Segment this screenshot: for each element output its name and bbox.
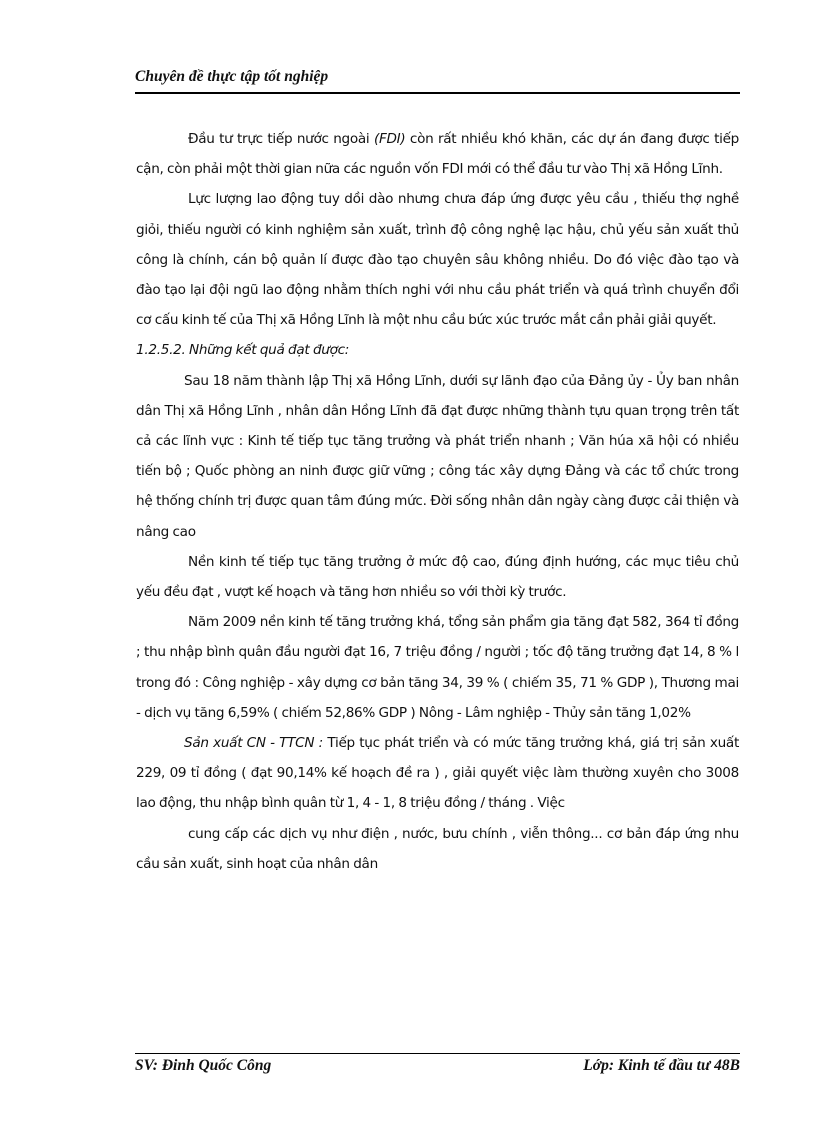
document-body bbox=[136, 124, 739, 879]
paragraph-fdi bbox=[136, 124, 739, 184]
footer-class-label: Lớp: Kinh tế đầu tư 48B bbox=[583, 1057, 740, 1074]
paragraph-fdi-text-a: Đầu tư trực tiếp nước ngoài bbox=[188, 131, 374, 147]
paragraph-services-text: cung cấp các dịch vụ như điện , nước, bưu chính , viễn thông... cơ bản đáp ứng nhu cầu sản xuất, sinh hoạt của nhân dân bbox=[136, 825, 739, 872]
fdi-abbreviation: (FDI) bbox=[373, 131, 406, 147]
page-header-title: Chuyên đề thực tập tốt nghiệp bbox=[135, 68, 329, 85]
section-heading: 1.2.5.2. Những kết quả đạt được: bbox=[136, 342, 350, 359]
footer-student-name: SV: Đinh Quốc Công bbox=[135, 1057, 272, 1074]
paragraph-2009-growth: Năm 2009 nền kinh tế tăng trưởng khá, tổng sản phẩm gia tăng đạt 582, 364 tỉ đồng ; thu nhập bình quân đầu người đạt 16, 7 triệu đồng / người ; tốc độ tăng trưởng đạt 14, 8 % l trong đó : Công nghiệp - xây dựng cơ bản tăng 34, 39 % ( chiếm 35, 71 % GDP ), Thương mai - dịch vụ tăng 6,59% ( chiếm 52,86% GDP ) Nông - Lâm nghiệp - Thủy sản tăng 1,02% bbox=[136, 614, 739, 721]
paragraph-labor: Lực lượng lao động tuy dồi dào nhưng chưa đáp ứng được yêu cầu , thiếu thợ nghề giỏi, thiếu người có kinh nghiệm sản xuất, trình độ công nghệ lạc hậu, chủ yếu sản xuất thủ công là chính, cán bộ quản lí được đào tạo chuyên sâu không nhiều. Do đó việc đào tạo và đào tạo lại đội ngũ lao động nhằm thích nghi với nhu cầu phát triển và quá trình chuyển đổi cơ cấu kinh tế của Thị xã Hồng Lĩnh là một nhu cầu bức xúc trước mắt cần phải giải quyết. bbox=[136, 191, 739, 329]
header-divider bbox=[135, 92, 740, 94]
paragraph-fdi-text-b: còn rất nhiều khó khăn, các dự án đang được tiếp cận, còn phải một thời gian nữa các nguồn vốn FDI mới có thể đầu tư vào Thị xã Hồng Lĩnh. bbox=[136, 131, 740, 178]
footer-divider bbox=[135, 1053, 740, 1054]
industry-label: Sản xuất CN - TTCN : bbox=[184, 735, 323, 752]
paragraph-achievements: Sau 18 năm thành lập Thị xã Hồng Lĩnh, dưới sự lãnh đạo của Đảng ủy - Ủy ban nhân dân Thị xã Hồng Lĩnh , nhân dân Hồng Lĩnh đã đạt được những thành tựu quan trọng trên tất cả các lĩnh vực : Kinh tế tiếp tục tăng trưởng và phát triển nhanh ; Văn húa xã hội có nhiều tiến bộ ; Quốc phòng an ninh được giữ vững ; công tác xây dựng Đảng và các tổ chức trong hệ thống chính trị được quan tâm đúng mức. Đời sống nhân dân ngày càng được cải thiện và nâng cao bbox=[136, 372, 739, 540]
paragraph-economy: Nền kinh tế tiếp tục tăng trưởng ở mức độ cao, đúng định hướng, các mục tiêu chủ yếu đều đạt , vượt kế hoạch và tăng hơn nhiều so với thời kỳ trước. bbox=[136, 553, 739, 601]
paragraph-industry-text: Tiếp tục phát triển và có mức tăng trưởng khá, giá trị sản xuất 229, 09 tỉ đồng ( đạt 90,14% kế hoạch đề ra ) , giải quyết việc làm thường xuyên cho 3008 lao động, thu nhập bình quân từ 1, 4 - 1, 8 triệu đồng / tháng . Việc bbox=[136, 735, 739, 812]
paragraph-services bbox=[136, 819, 739, 879]
paragraph-industry bbox=[136, 728, 739, 819]
